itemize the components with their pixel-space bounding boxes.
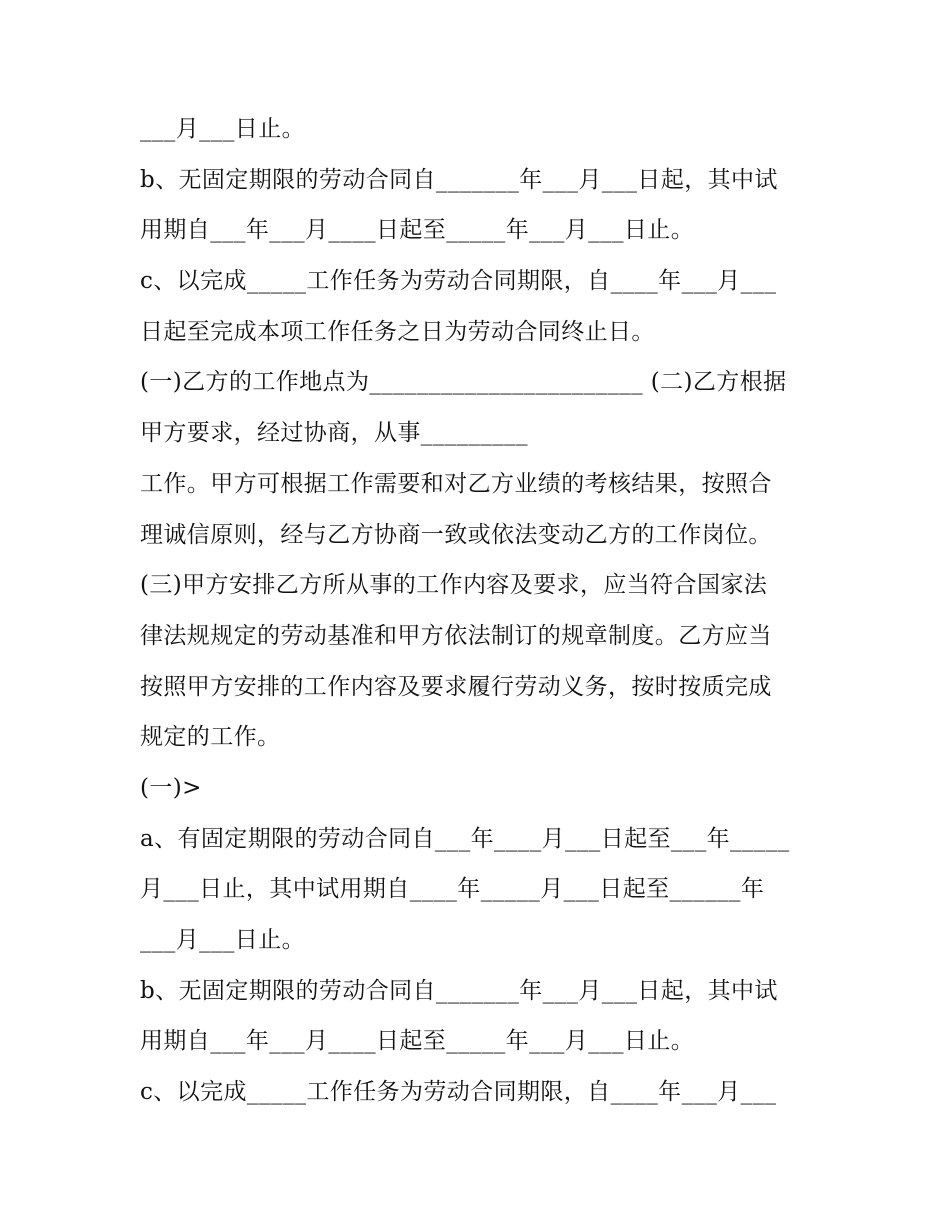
text-line: b、无固定期限的劳动合同自_______年___月___日起，其中试	[140, 977, 778, 1004]
text-line: 理诚信原则，经与乙方协商一致或依法变动乙方的工作岗位。	[140, 521, 772, 548]
text-line: (三)甲方安排乙方所从事的工作内容及要求，应当符合国家法	[140, 572, 768, 599]
text-line: ___月___日止。	[140, 116, 305, 142]
text-line: a、有固定期限的劳动合同自___年____月___日起至___年_____	[140, 825, 790, 852]
text-line: (一)乙方的工作地点为_______________________ (二)乙方根据	[140, 369, 787, 396]
text-line: 律法规规定的劳动基准和甲方依法制订的规章制度。乙方应当	[140, 622, 772, 649]
text-line: (一)>	[140, 774, 202, 801]
text-line: 甲方要求，经过协商，从事_________	[140, 420, 528, 447]
text-line: c、以完成_____工作任务为劳动合同期限，自____年___月___	[140, 1079, 777, 1106]
text-line: ___月___日止。	[140, 927, 305, 953]
text-line: c、以完成_____工作任务为劳动合同期限，自____年___月___	[140, 268, 777, 295]
text-line: 月___日止，其中试用期自____年_____月___日起至______年	[140, 876, 765, 903]
text-line: 日起至完成本项工作任务之日为劳动合同终止日。	[140, 318, 655, 345]
document-body	[140, 104, 820, 1118]
text-line: 工作。甲方可根据工作需要和对乙方业绩的考核结果，按照合	[140, 470, 772, 497]
text-line: 用期自___年___月____日起至_____年___月___日止。	[140, 217, 695, 244]
text-line: 用期自___年___月____日起至_____年___月___日止。	[140, 1028, 695, 1055]
text-line: 规定的工作。	[140, 724, 281, 751]
text-line: 按照甲方安排的工作内容及要求履行劳动义务，按时按质完成	[140, 673, 772, 700]
text-line: b、无固定期限的劳动合同自_______年___月___日起，其中试	[140, 166, 778, 193]
